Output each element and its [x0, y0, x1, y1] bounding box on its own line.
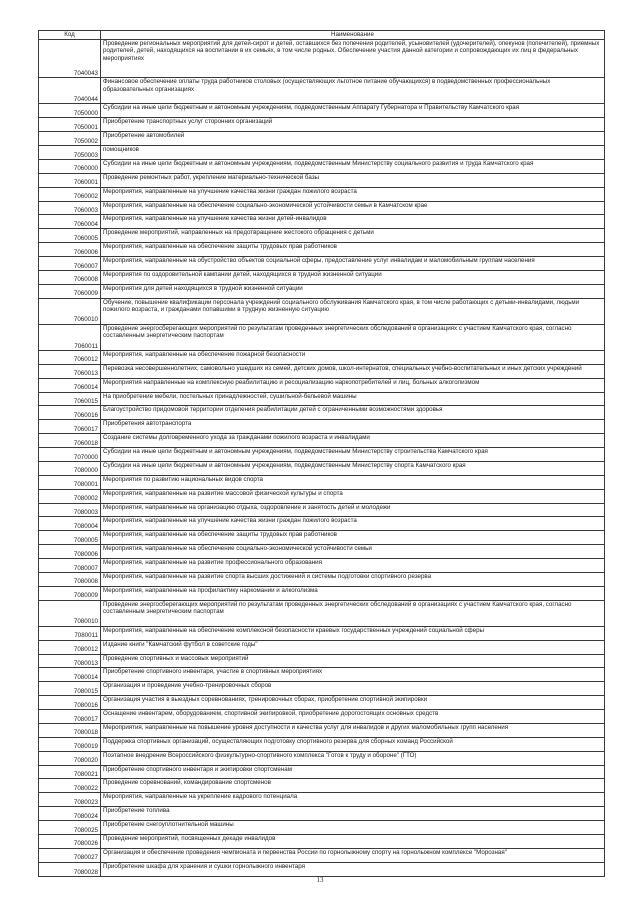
row-code: 7080027	[39, 848, 101, 862]
row-code: 7060018	[39, 434, 101, 448]
row-code: 7080001	[39, 475, 101, 489]
row-name: Проведение мероприятий, посвященных декаде инвалидов	[101, 834, 605, 848]
row-name: Мероприятия, направленные на развитие спорта высших достижений и системы подготовки спортивного резерва	[101, 572, 605, 586]
row-name: Издание книги "Камчатский футбол в советские годы"	[101, 640, 605, 654]
row-name: помощников	[101, 146, 605, 160]
row-code: 7060014	[39, 378, 101, 392]
table-row	[39, 807, 605, 821]
row-name: Создание системы долговременного ухода за гражданами пожилого возраста и инвалидами	[101, 434, 605, 448]
table-row	[39, 586, 605, 600]
row-name: Мероприятия по оздоровительной кампании детей, находящихся в трудной жизненной ситуации	[101, 270, 605, 284]
table-row	[39, 229, 605, 243]
row-name: Приобретение автомобилей	[101, 132, 605, 146]
table-row	[39, 434, 605, 448]
row-code: 7060003	[39, 201, 101, 215]
row-name: Организация и обеспечение проведения чемпионата и первенства России по горнолыжному спорту на горнолыжном комплексе "Морозная"	[101, 848, 605, 862]
table-row	[39, 298, 605, 324]
row-code: 7050002	[39, 132, 101, 146]
row-name: Поддержка спортивных организаций, осуществляющих подготовку спортивного резерва для сборных команд Российской	[101, 737, 605, 751]
row-name: Приобретения автотранспорта	[101, 420, 605, 434]
header-name: Наименование	[101, 31, 605, 40]
table-row	[39, 654, 605, 668]
row-name: Проведение мероприятий, направленных на предотвращение жестокого обращения с детьми	[101, 229, 605, 243]
row-code: 7060004	[39, 215, 101, 229]
row-code: 7060007	[39, 257, 101, 271]
row-name: Мероприятия, направленные на улучшение качества жизни граждан пожилого возраста	[101, 517, 605, 531]
row-code: 7060012	[39, 350, 101, 364]
row-code: 7080018	[39, 723, 101, 737]
row-name: Приобретение снегоуплотнительной машины	[101, 821, 605, 835]
table-row	[39, 640, 605, 654]
table-row	[39, 461, 605, 475]
row-name: Мероприятия, направленные на обеспечение защиты трудовых прав работников	[101, 531, 605, 545]
table-row	[39, 270, 605, 284]
table-row	[39, 392, 605, 406]
table-row	[39, 517, 605, 531]
row-code: 7080025	[39, 821, 101, 835]
table-row	[39, 600, 605, 626]
row-code: 7060008	[39, 270, 101, 284]
row-name: Приобретение шкафа для хранения и сушки горнолыжного инвентаря	[101, 862, 605, 876]
row-code: 7080026	[39, 834, 101, 848]
row-name: Организация участия в выездных соревнованиях, тренировочных сборах, приобретение спортивной экипировки	[101, 696, 605, 710]
row-name: Мероприятия, направленные на обеспечение пожарной безопасности	[101, 350, 605, 364]
row-code: 7040043	[39, 40, 101, 78]
row-code: 7060000	[39, 159, 101, 173]
row-name: Мероприятия, направленные на развитие массовой физической культуры и спорта	[101, 489, 605, 503]
table-row	[39, 118, 605, 132]
table-row	[39, 159, 605, 173]
row-code: 7080005	[39, 531, 101, 545]
row-code: 7060002	[39, 187, 101, 201]
row-code: 7050003	[39, 146, 101, 160]
row-code: 7080021	[39, 765, 101, 779]
row-name: Финансовое обеспечение оплаты труда работников столовых (осуществляющих льготное питание обучающихся) в подведомственных профессиональных образовательных организациях	[101, 78, 605, 104]
table-row	[39, 257, 605, 271]
table-row	[39, 378, 605, 392]
row-name: Мероприятия, направленные на повышение уровня доступности и качества услуг для инвалидов и других маломобильных групп населения	[101, 723, 605, 737]
row-name: Мероприятия, направленные на улучшение качества жизни детей-инвалидов	[101, 215, 605, 229]
table-row	[39, 834, 605, 848]
row-code: 7040044	[39, 78, 101, 104]
table-header-row	[39, 31, 605, 40]
row-name: Благоустройство придомовой территории отделения реабилитации детей с ограниченными возможностями здоровья	[101, 406, 605, 420]
table-row	[39, 489, 605, 503]
row-code: 7060006	[39, 243, 101, 257]
table-row	[39, 215, 605, 229]
table-row	[39, 284, 605, 298]
table-row	[39, 545, 605, 559]
row-name: Поэтапное внедрение Всероссийского физкультурно-спортивного комплекса "Готов к труду и обороне" (ГТО)	[101, 751, 605, 765]
row-name: Перевозка несовершеннолетних, самовольно ушедших из семей, детских домов, школ-интернатов, специальных учебно-воспитательных и иных детских учреждений	[101, 364, 605, 378]
row-name: Субсидии на иные цели бюджетным и автономным учреждениям, подведомственным Аппарату Губернатора и Правительству Камчатского края	[101, 104, 605, 118]
row-code: 7080022	[39, 779, 101, 793]
table-row	[39, 765, 605, 779]
table-body	[39, 40, 605, 877]
row-name: На приобретение мебели, постельных принадлежностей, сушильной-бельевой машины	[101, 392, 605, 406]
row-name: Проведение энергосберегающих мероприятий по результатам проведенных энергетических обследований в организациях с участием Камчатского края, согласно составленным энергетическим паспортам	[101, 324, 605, 350]
row-code: 7070000	[39, 448, 101, 462]
table-row	[39, 40, 605, 78]
table-row	[39, 173, 605, 187]
row-name: Мероприятия, направленные на укрепление кадрового потенциала	[101, 793, 605, 807]
row-code: 7080023	[39, 793, 101, 807]
table-row	[39, 78, 605, 104]
table-row	[39, 668, 605, 682]
row-code: 7060017	[39, 420, 101, 434]
row-code: 7080017	[39, 710, 101, 724]
table-row	[39, 723, 605, 737]
row-name: Мероприятия, направленные на профилактику наркомании и алкоголизма	[101, 586, 605, 600]
budget-codes-table	[38, 30, 605, 877]
table-row	[39, 201, 605, 215]
table-row	[39, 848, 605, 862]
table-row	[39, 503, 605, 517]
row-name: Мероприятия по развитию национальных видов спорта	[101, 475, 605, 489]
document-page	[38, 30, 604, 877]
table-row	[39, 364, 605, 378]
row-name: Обучение, повышение квалификации персонала учреждений социального обслуживания Камчатского края, в том числе работающих с детьми-инвалидами, людьми пожилого возраста, и гражданами попавшими в трудную жизненную ситуацию	[101, 298, 605, 324]
table-row	[39, 779, 605, 793]
table-row	[39, 350, 605, 364]
table-row	[39, 696, 605, 710]
table-row	[39, 862, 605, 876]
row-name: Проведение спортивных и массовых мероприятий	[101, 654, 605, 668]
table-row	[39, 821, 605, 835]
table-row	[39, 324, 605, 350]
row-code: 7050001	[39, 118, 101, 132]
table-row	[39, 531, 605, 545]
row-name: Организация и проведение учебно-тренировочных сборов	[101, 682, 605, 696]
row-name: Мероприятия, направленные на обустройство объектов социальной сферы, предоставление услуг инвалидам и маломобильным группам населения	[101, 257, 605, 271]
row-code: 7080007	[39, 559, 101, 573]
table-row	[39, 559, 605, 573]
row-code: 7060005	[39, 229, 101, 243]
row-name: Проведение соревнований, командирование спортсменов	[101, 779, 605, 793]
row-code: 7080012	[39, 640, 101, 654]
table-row	[39, 626, 605, 640]
row-code: 7080028	[39, 862, 101, 876]
table-row	[39, 475, 605, 489]
row-name: Мероприятия для детей находящихся в трудной жизненной ситуации	[101, 284, 605, 298]
row-code: 7050000	[39, 104, 101, 118]
table-row	[39, 710, 605, 724]
table-row	[39, 146, 605, 160]
row-name: Субсидии на иные цели бюджетным и автономным учреждениям, подведомственным Министерству социального развития и труда Камчатского края	[101, 159, 605, 173]
table-row	[39, 737, 605, 751]
table-row	[39, 104, 605, 118]
row-code: 7060016	[39, 406, 101, 420]
row-name: Приобретение топлива	[101, 807, 605, 821]
row-code: 7080015	[39, 682, 101, 696]
row-code: 7080006	[39, 545, 101, 559]
row-code: 7080002	[39, 489, 101, 503]
row-code: 7080020	[39, 751, 101, 765]
table-row	[39, 682, 605, 696]
row-code: 7060015	[39, 392, 101, 406]
row-name: Приобретение транспортных услуг сторонних организаций	[101, 118, 605, 132]
row-name: Проведение региональных мероприятий для детей-сирот и детей, оставшихся без попечения родителей, усыновителей (удочерителей), опекунов (попечителей), приемных родителей, детей, находящихся на воспитании в их семьях, в том числе родных. Обеспечение участия данной категории и сопровождающих их лиц в федеральных мероприятиях	[101, 40, 605, 78]
row-name: Оснащение инвентарем, оборудованием, спортивной экипировкой, приобретение дорогостоящих основных средств	[101, 710, 605, 724]
table-row	[39, 751, 605, 765]
table-row	[39, 406, 605, 420]
row-name: Проведение энергосберегающих мероприятий по результатам проведенных энергетических обследований в организациях с участием Камчатского края, согласно составленным энергетическим паспортам	[101, 600, 605, 626]
row-code: 7060001	[39, 173, 101, 187]
table-row	[39, 448, 605, 462]
row-code: 7080024	[39, 807, 101, 821]
table-row	[39, 420, 605, 434]
header-code: Код	[39, 31, 101, 40]
row-code: 7080008	[39, 572, 101, 586]
row-code: 7060011	[39, 324, 101, 350]
table-row	[39, 243, 605, 257]
row-code: 7080009	[39, 586, 101, 600]
row-name: Мероприятия, направленные на обеспечение социально-экономической устойчивости семьи в Камчатском крае	[101, 201, 605, 215]
row-code: 7060010	[39, 298, 101, 324]
row-code: 7060009	[39, 284, 101, 298]
row-code: 7080000	[39, 461, 101, 475]
row-name: Субсидии на иные цели бюджетным и автономным учреждениям, подведомственным Министерству спорта Камчатского края	[101, 461, 605, 475]
row-code: 7080019	[39, 737, 101, 751]
row-code: 7080013	[39, 654, 101, 668]
row-name: Приобретение спортивного инвентаря и экипировки спортсменам	[101, 765, 605, 779]
row-name: Проведение ремонтных работ, укрепление материально-технической базы	[101, 173, 605, 187]
table-row	[39, 793, 605, 807]
row-code: 7080011	[39, 626, 101, 640]
table-row	[39, 132, 605, 146]
row-code: 7080014	[39, 668, 101, 682]
row-code: 7080010	[39, 600, 101, 626]
table-row	[39, 572, 605, 586]
row-name: Мероприятия, направленные на обеспечение комплексной безопасности краевых государственных учреждений социальной сферы	[101, 626, 605, 640]
table-row	[39, 187, 605, 201]
row-name: Приобретение спортивного инвентаря, участие в спортивных мероприятиях	[101, 668, 605, 682]
row-name: Мероприятия, направленные на улучшение качества жизни граждан пожилого возраста	[101, 187, 605, 201]
row-code: 7080004	[39, 517, 101, 531]
row-name: Мероприятия, направленные на развитие профессионального образования	[101, 559, 605, 573]
row-name: Мероприятия, направленные на обеспечение социально-экономической устойчивости семьи	[101, 545, 605, 559]
row-name: Мероприятия, направленные на организацию отдыха, оздоровление и занятость детей и молодежи	[101, 503, 605, 517]
row-code: 7080016	[39, 696, 101, 710]
page-number: 13	[316, 876, 324, 884]
row-code: 7060013	[39, 364, 101, 378]
row-name: Субсидии на иные цели бюджетным и автономным учреждениям, подведомственным Министерству строительства Камчатского края	[101, 448, 605, 462]
row-name: Мероприятия направленные на комплексную реабилитацию и ресоциализацию наркопотребителей и лиц, больных алкоголизмом	[101, 378, 605, 392]
row-name: Мероприятия, направленные на обеспечение защиты трудовых прав работников	[101, 243, 605, 257]
row-code: 7080003	[39, 503, 101, 517]
